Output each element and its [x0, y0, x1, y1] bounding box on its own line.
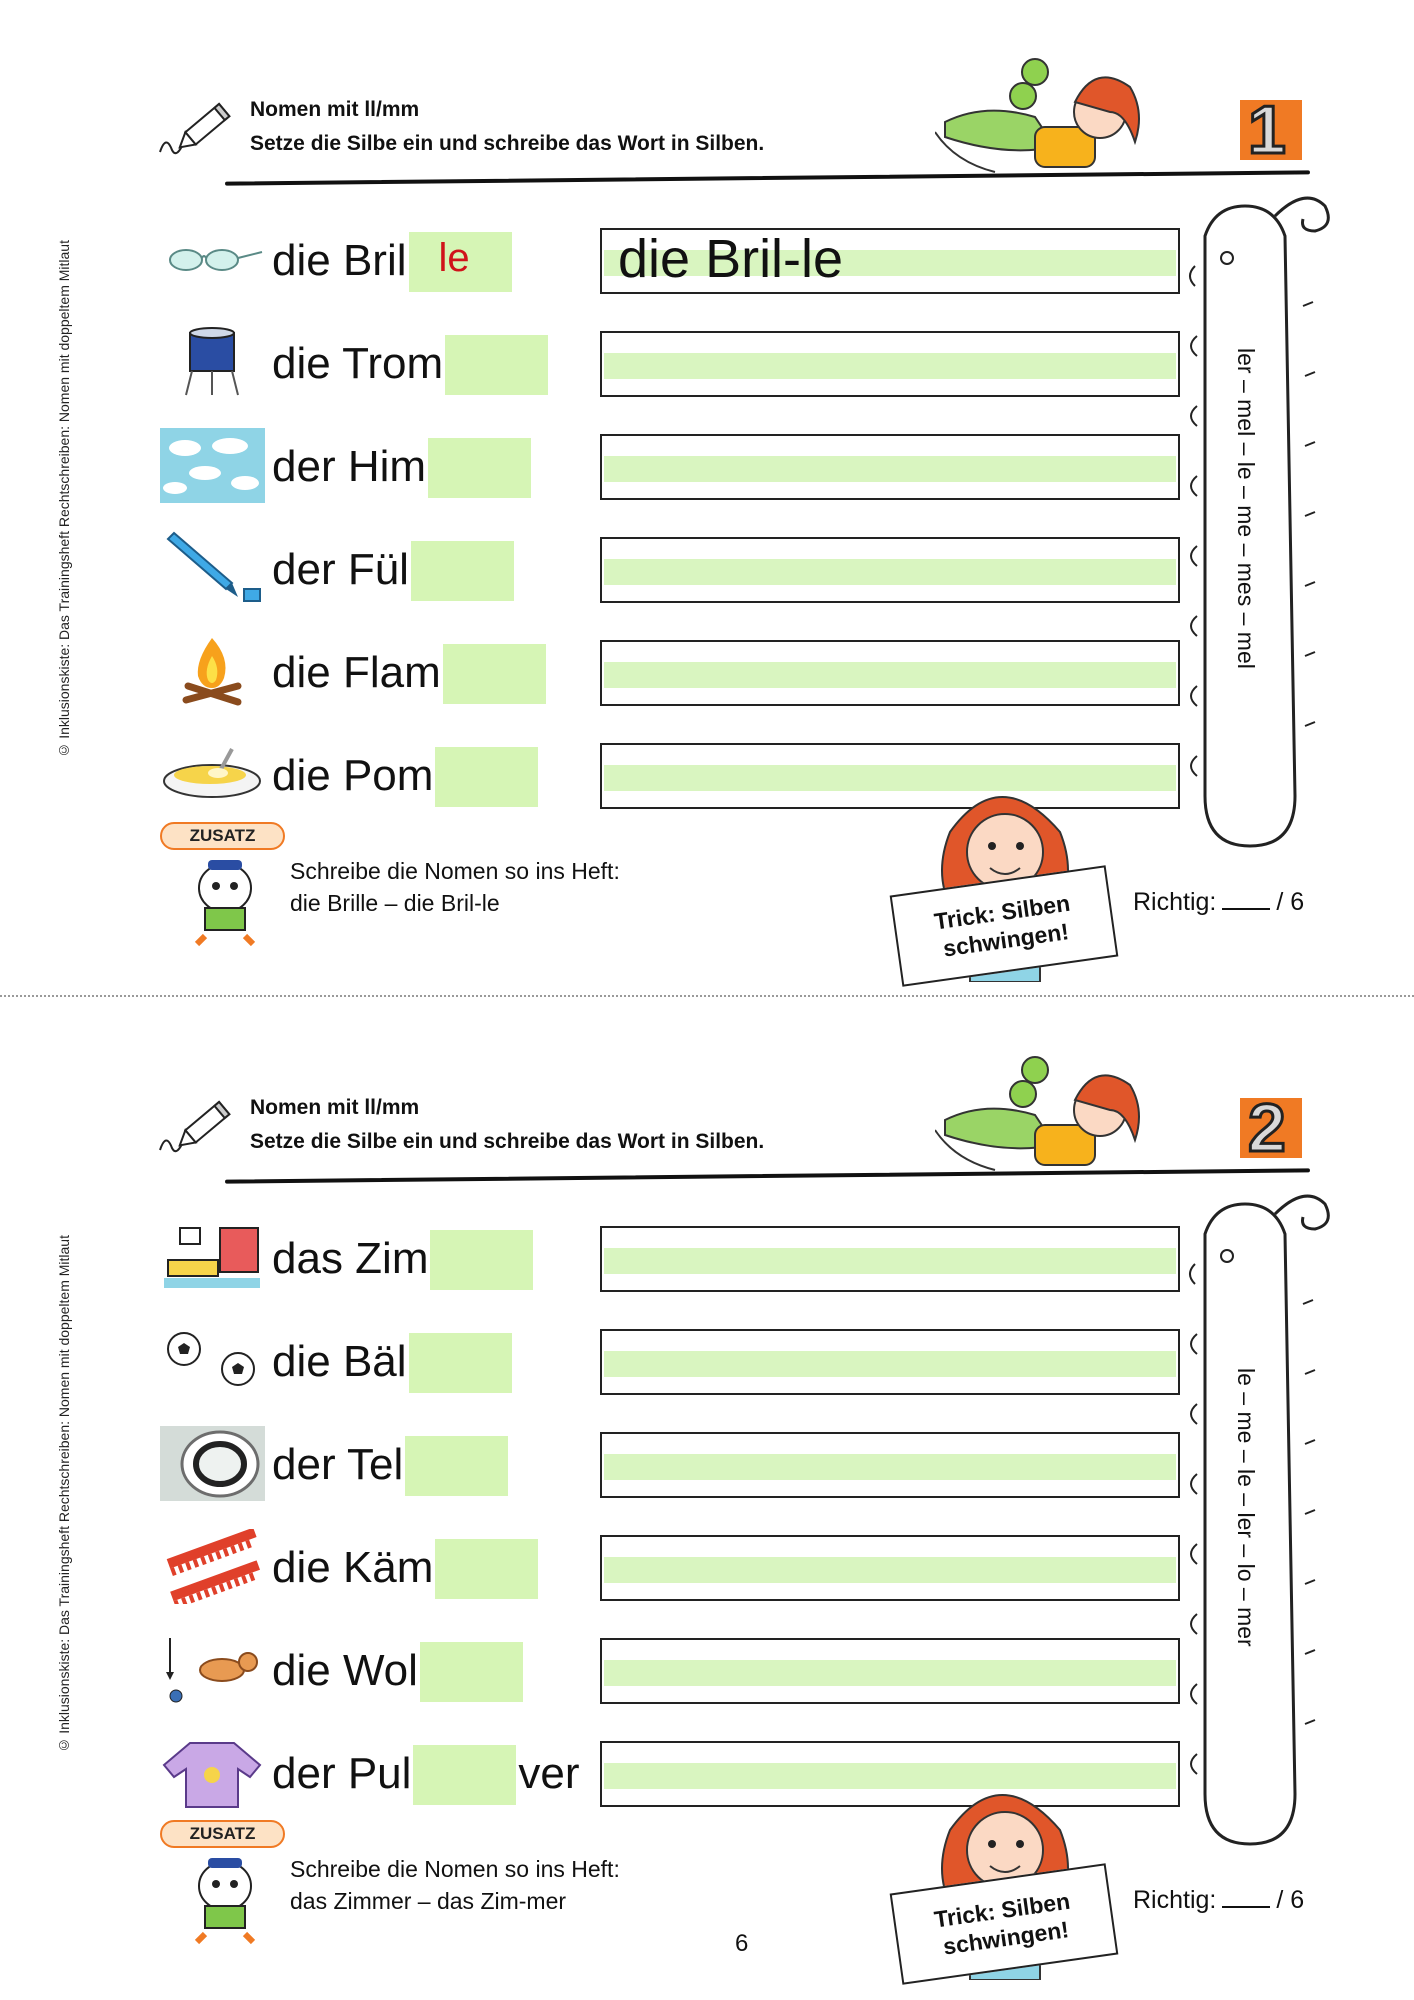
zusatz-badge: ZUSATZ — [160, 822, 285, 850]
fries-plate-icon — [160, 737, 265, 812]
syllable-gap[interactable] — [413, 1745, 516, 1805]
worksheet-2 — [0, 998, 1414, 1988]
syllable-gap[interactable] — [430, 1230, 533, 1290]
copyright-note: © Inklusionskiste: Das Trainingsheft Rechtschreiben: Nomen mit doppeltem Mitlaut — [56, 1235, 72, 1754]
exercise-row — [160, 1220, 1180, 1300]
answer-line[interactable]: die Bril-le — [600, 228, 1180, 294]
lying-girl-juggling-icon — [935, 1050, 1165, 1180]
worksheet-title: Nomen mit ll/mm — [250, 1096, 420, 1119]
word-stem: der Fül — [272, 545, 514, 605]
syllable-gap[interactable] — [411, 541, 514, 601]
cat-yarn-icon — [160, 1632, 265, 1707]
syllable-gap[interactable] — [405, 1436, 508, 1496]
exercise-row — [160, 325, 1180, 405]
extra-instruction: Schreibe die Nomen so ins Heft: — [290, 858, 620, 884]
exercise-row — [160, 531, 1180, 611]
mascot-icon — [170, 848, 280, 948]
word-stem: die Bril le — [272, 236, 512, 296]
exercise-row — [160, 634, 1180, 714]
word-stem: die Wol — [272, 1646, 523, 1706]
fountain-pen-icon — [160, 531, 265, 606]
exercise-row — [160, 1323, 1180, 1403]
syllable-list: ler – mel – le – me – mes – mel — [1233, 348, 1259, 669]
syllable-gap[interactable] — [445, 335, 548, 395]
sheet-number-badge: 1 — [1240, 90, 1310, 168]
lying-girl-juggling-icon — [935, 52, 1165, 182]
glasses-icon — [160, 222, 265, 297]
word-stem: die Trom — [272, 339, 548, 399]
sky-clouds-icon — [160, 428, 265, 503]
answer-line[interactable] — [600, 1432, 1180, 1498]
plate-icon — [160, 1426, 265, 1501]
exercise-row — [160, 428, 1180, 508]
syllable-gap[interactable] — [428, 438, 531, 498]
score-blank[interactable] — [1222, 1888, 1270, 1908]
answer-line[interactable] — [600, 1638, 1180, 1704]
word-stem: die Flam — [272, 648, 546, 708]
answer-line[interactable] — [600, 1535, 1180, 1601]
syllable-gap[interactable] — [420, 1642, 523, 1702]
score-field: Richtig: / 6 — [1133, 1886, 1305, 1914]
word-stem: der Him — [272, 442, 531, 502]
answer-line[interactable] — [600, 434, 1180, 500]
answer-line[interactable] — [600, 640, 1180, 706]
exercise-row — [160, 1529, 1180, 1609]
syllable-gap[interactable] — [409, 1333, 512, 1393]
syllable-gap[interactable] — [435, 747, 538, 807]
campfire-icon — [160, 634, 265, 709]
cut-line — [0, 995, 1414, 997]
syllable-gap[interactable] — [443, 644, 546, 704]
copyright-note: © Inklusionskiste: Das Trainingsheft Rechtschreiben: Nomen mit doppeltem Mitlaut — [56, 240, 72, 759]
word-stem: der Pul ver — [272, 1749, 580, 1809]
syllable-list: le – me – le – ler – lo – mer — [1233, 1368, 1259, 1647]
zusatz-badge: ZUSATZ — [160, 1820, 285, 1848]
answer-line[interactable] — [600, 1329, 1180, 1395]
word-stem: das Zim — [272, 1234, 533, 1294]
pencil-icon — [158, 90, 238, 160]
word-stem: der Tel — [272, 1440, 508, 1500]
word-stem: die Käm — [272, 1543, 538, 1603]
bedroom-icon — [160, 1220, 265, 1295]
page-number: 6 — [735, 1930, 749, 1957]
caterpillar-icon — [1175, 1194, 1375, 1864]
mascot-icon — [170, 1846, 280, 1946]
sweater-icon — [160, 1735, 265, 1810]
worksheet-1 — [0, 0, 1414, 990]
answer-line[interactable] — [600, 537, 1180, 603]
trick-sign: Trick: Silben schwingen! — [890, 865, 1119, 986]
extra-example: das Zimmer – das Zim-mer — [290, 1888, 567, 1914]
extra-example: die Brille – die Bril-le — [290, 890, 500, 916]
word-stem: die Bäl — [272, 1337, 512, 1397]
drum-icon — [160, 325, 265, 400]
trick-sign: Trick: Silben schwingen! — [890, 1863, 1119, 1984]
score-blank[interactable] — [1222, 890, 1270, 910]
answer-line[interactable] — [600, 1226, 1180, 1292]
extra-instruction: Schreibe die Nomen so ins Heft: — [290, 1856, 620, 1882]
task-instruction: Setze die Silbe ein und schreibe das Wort in Silben. — [250, 132, 765, 155]
syllable-gap[interactable] — [435, 1539, 538, 1599]
pencil-icon — [158, 1088, 238, 1158]
syllable-gap[interactable]: le — [409, 232, 512, 292]
score-field: Richtig: / 6 — [1133, 888, 1305, 916]
exercise-row — [160, 1632, 1180, 1712]
caterpillar-icon — [1175, 196, 1375, 866]
sheet-number-badge: 2 — [1240, 1088, 1310, 1166]
exercise-row — [160, 222, 1180, 302]
soccer-balls-icon — [160, 1323, 265, 1398]
exercise-row — [160, 1426, 1180, 1506]
combs-icon — [160, 1529, 265, 1604]
worksheet-title: Nomen mit ll/mm — [250, 98, 420, 121]
answer-line[interactable] — [600, 331, 1180, 397]
task-instruction: Setze die Silbe ein und schreibe das Wort in Silben. — [250, 1130, 765, 1153]
word-stem: die Pom — [272, 751, 538, 811]
